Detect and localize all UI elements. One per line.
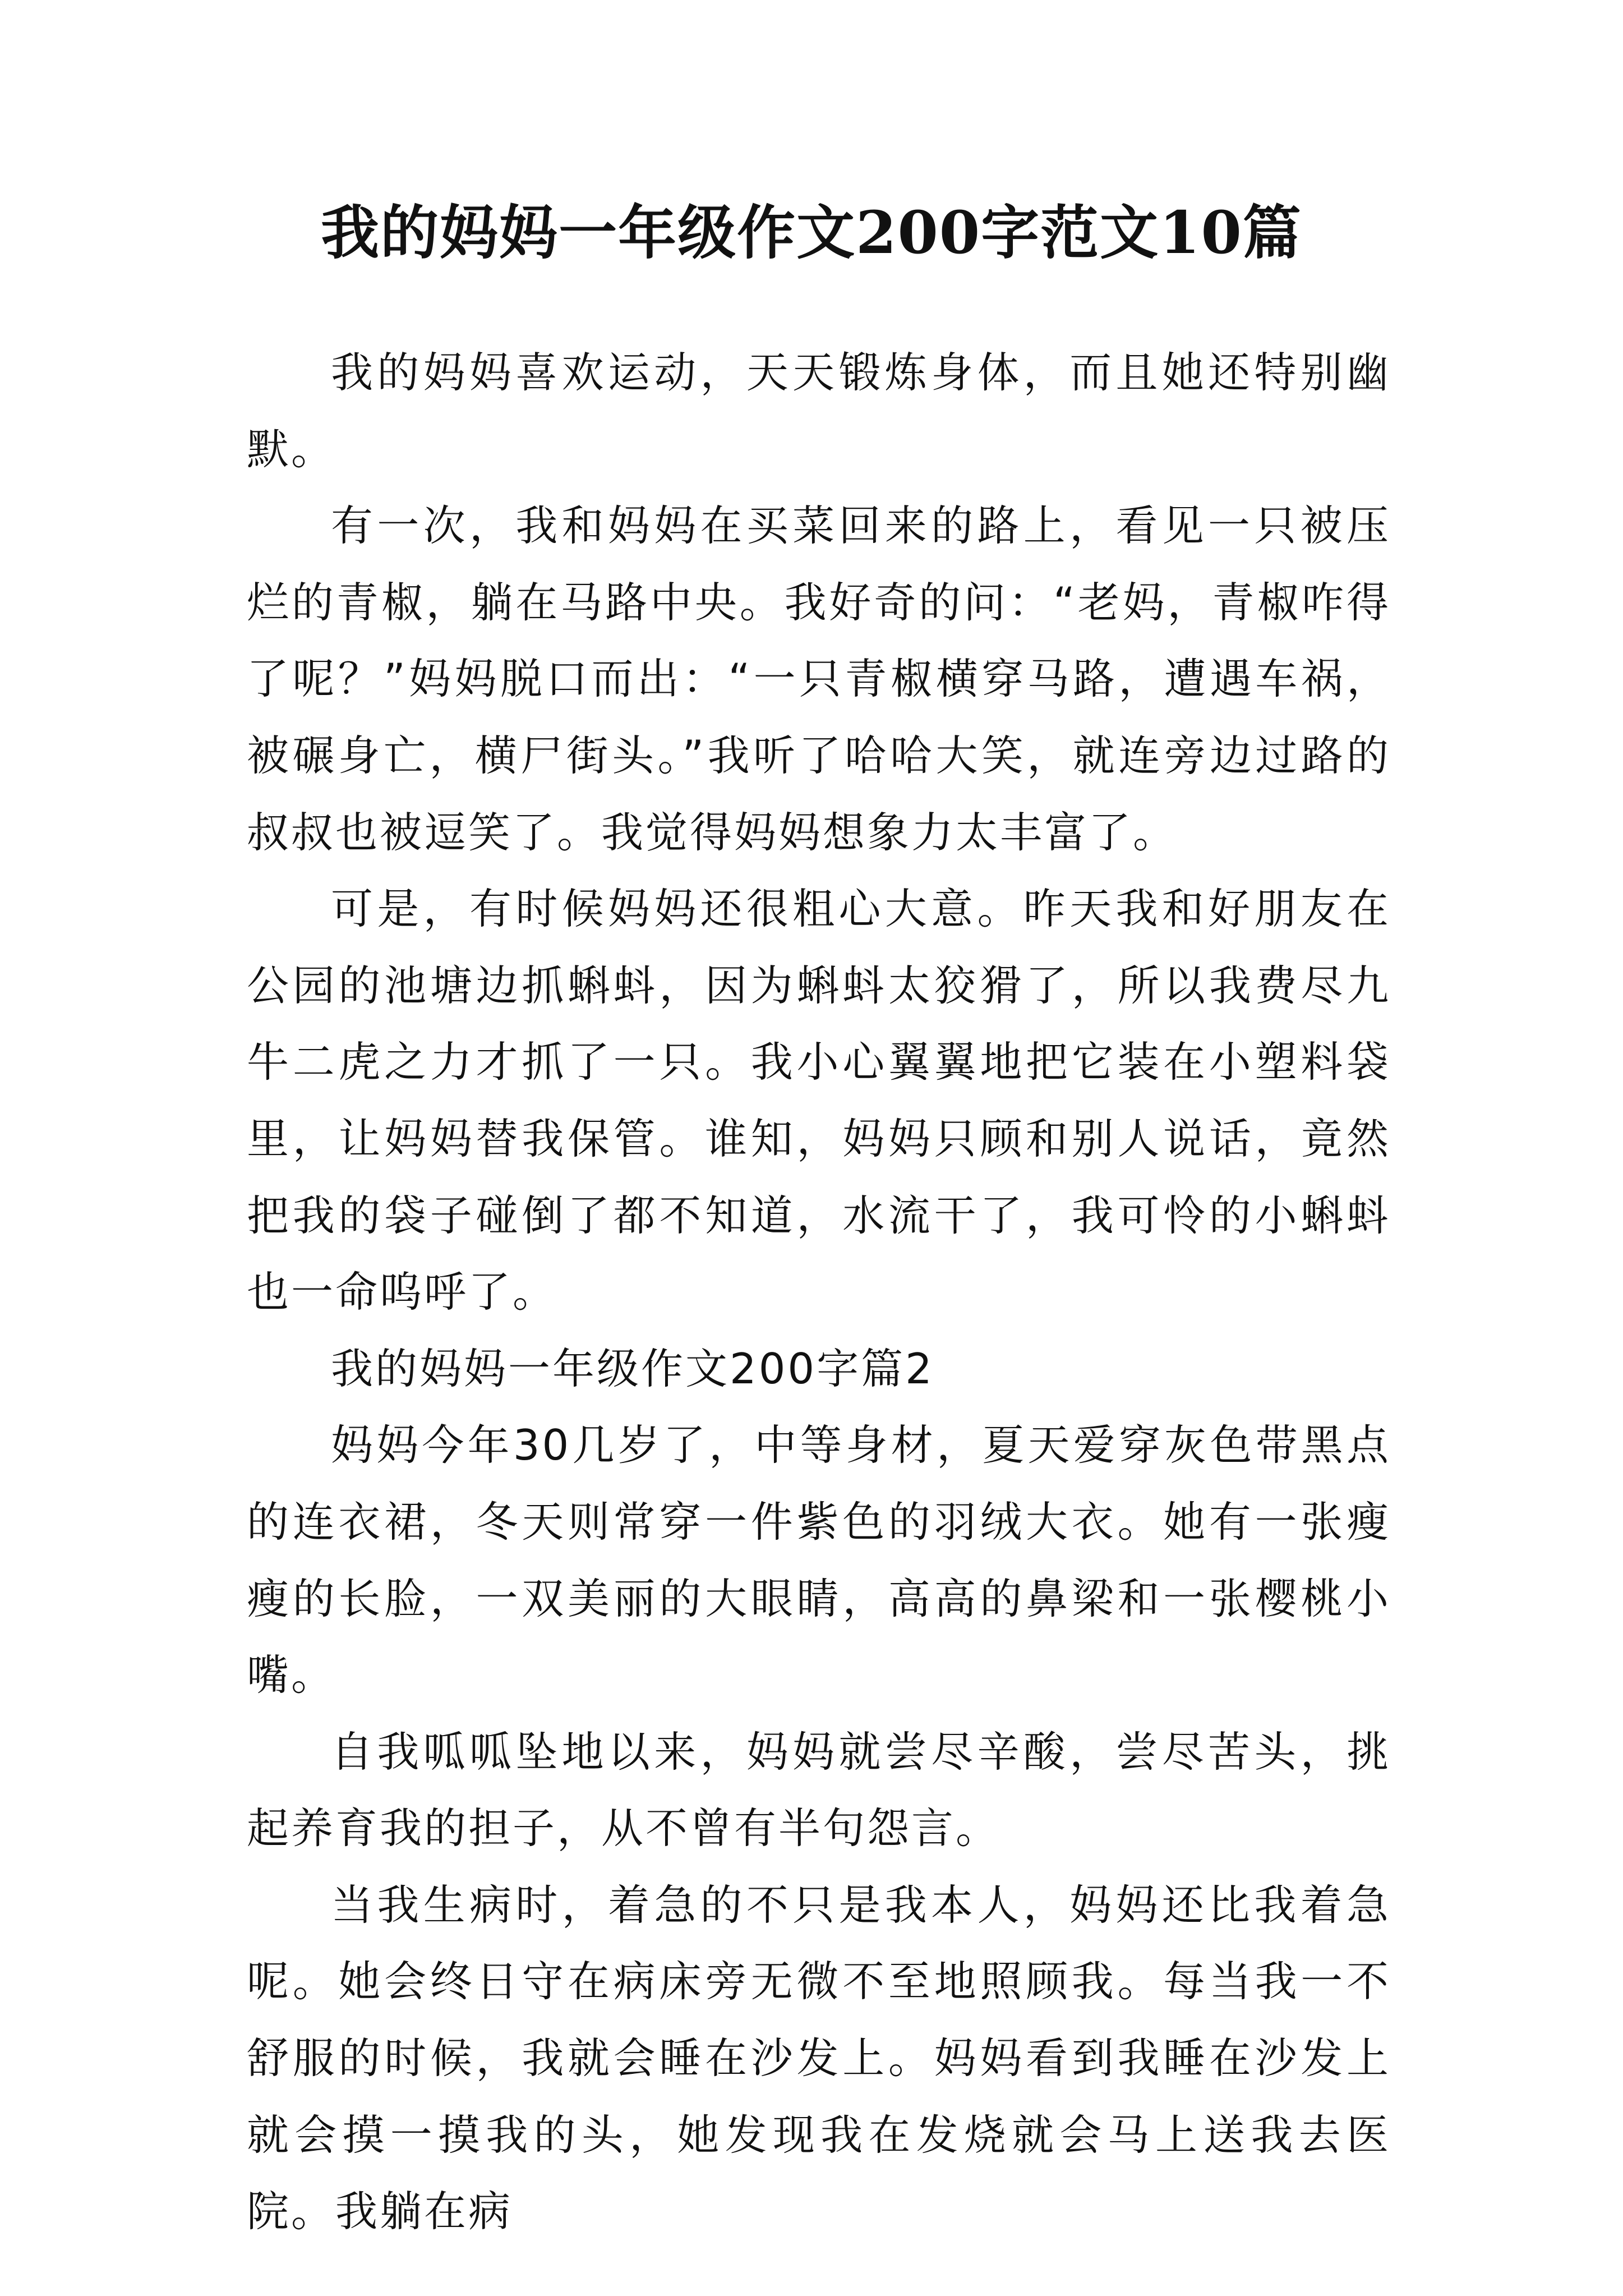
section-heading: 我的妈妈一年级作文200字篇2 — [331, 1343, 934, 1393]
paragraph: 当我生病时，着急的不只是我本人，妈妈还比我着急呢。她会终日守在病床旁无微不至地照顾我。每当我一不舒服的时候，我就会睡在沙发上。妈妈看到我睡在沙发上就会摸一摸我的头，她发现我在发烧就会马上送我去医院。我躺在病 — [247, 1880, 1391, 2237]
paragraph: 妈妈今年30几岁了，中等身材，夏天爱穿灰色带黑点的连衣裙，冬天则常穿一件紫色的羽绒大衣。她有一张瘦瘦的长脸，一双美丽的大眼睛，高高的鼻梁和一张樱桃小嘴。 — [247, 1420, 1391, 1700]
paragraph: 可是，有时候妈妈还很粗心大意。昨天我和好朋友在公园的池塘边抓蝌蚪，因为蝌蚪太狡猾了，所以我费尽九牛二虎之力才抓了一只。我小心翼翼地把它装在小塑料袋里，让妈妈替我保管。谁知，妈妈只顾和别人说话，竟然把我的袋子碰倒了都不知道，水流干了，我可怜的小蝌蚪也一命呜呼了。 — [247, 884, 1391, 1317]
paragraph: 自我呱呱坠地以来，妈妈就尝尽辛酸，尝尽苦头，挑起养育我的担子，从不曾有半句怨言。 — [247, 1727, 1391, 1853]
paragraph: 我的妈妈喜欢运动，天天锻炼身体，而且她还特别幽默。 — [247, 348, 1391, 474]
document-body — [247, 334, 1391, 2250]
document-title: 我的妈妈一年级作文200字范文10篇 — [321, 198, 1302, 267]
paragraph: 有一次，我和妈妈在买菜回来的路上，看见一只被压烂的青椒，躺在马路中央。我好奇的问：“老妈，青椒咋得了呢？”妈妈脱口而出：“一只青椒横穿马路，遭遇车祸，被碾身亡，横尸街头。”我听了哈哈大笑，就连旁边过路的叔叔也被逗笑了。我觉得妈妈想象力太丰富了。 — [247, 501, 1391, 857]
